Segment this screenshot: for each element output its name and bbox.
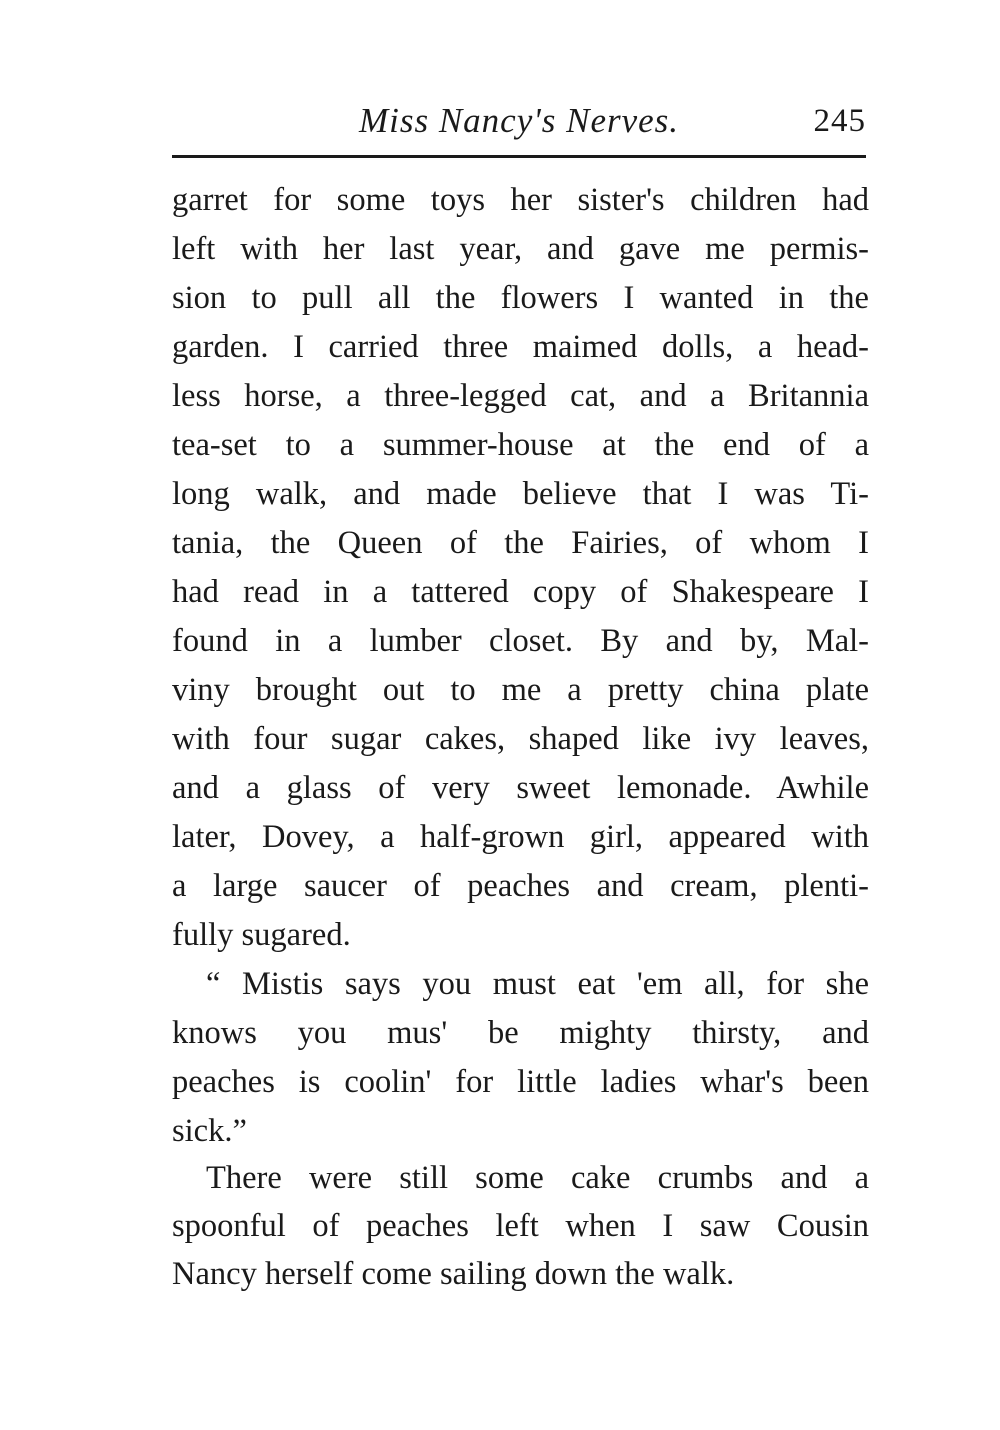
text-line: tea-set to a summer-house at the end of a [172,427,869,463]
header-rule [172,155,866,158]
text-line: left with her last year, and gave me permis- [172,231,869,267]
page-number: 245 [813,103,866,139]
text-line: “ Mistis says you must eat 'em all, for she [206,966,869,1002]
text-line: a large saucer of peaches and cream, plenti- [172,868,869,904]
text-line: Nancy herself come sailing down the walk. [172,1256,735,1292]
text-line: found in a lumber closet. By and by, Mal- [172,623,869,659]
text-line: tania, the Queen of the Fairies, of whom I [172,525,869,561]
text-line: long walk, and made believe that I was Ti- [172,476,869,512]
running-title: Miss Nancy's Nerves. [358,101,680,140]
text-line: knows you mus' be mighty thirsty, and [172,1015,869,1051]
running-head [172,97,866,145]
text-line: viny brought out to me a pretty china plate [172,672,869,708]
text-line: and a glass of very sweet lemonade. Awhile [172,770,869,806]
text-line: had read in a tattered copy of Shakespeare I [172,574,869,610]
text-line: less horse, a three-legged cat, and a Britannia [172,378,869,414]
text-line: sick.” [172,1113,247,1149]
text-line: There were still some cake crumbs and a [206,1160,869,1196]
text-line: spoonful of peaches left when I saw Cousin [172,1208,869,1244]
text-line: with four sugar cakes, shaped like ivy leaves, [172,721,869,757]
text-line: peaches is coolin' for little ladies whar's been [172,1064,869,1100]
text-line: later, Dovey, a half-grown girl, appeared with [172,819,869,855]
text-line: fully sugared. [172,917,351,953]
text-line: garden. I carried three maimed dolls, a head- [172,329,869,365]
text-line: garret for some toys her sister's children had [172,182,869,218]
text-line: sion to pull all the flowers I wanted in the [172,280,869,316]
